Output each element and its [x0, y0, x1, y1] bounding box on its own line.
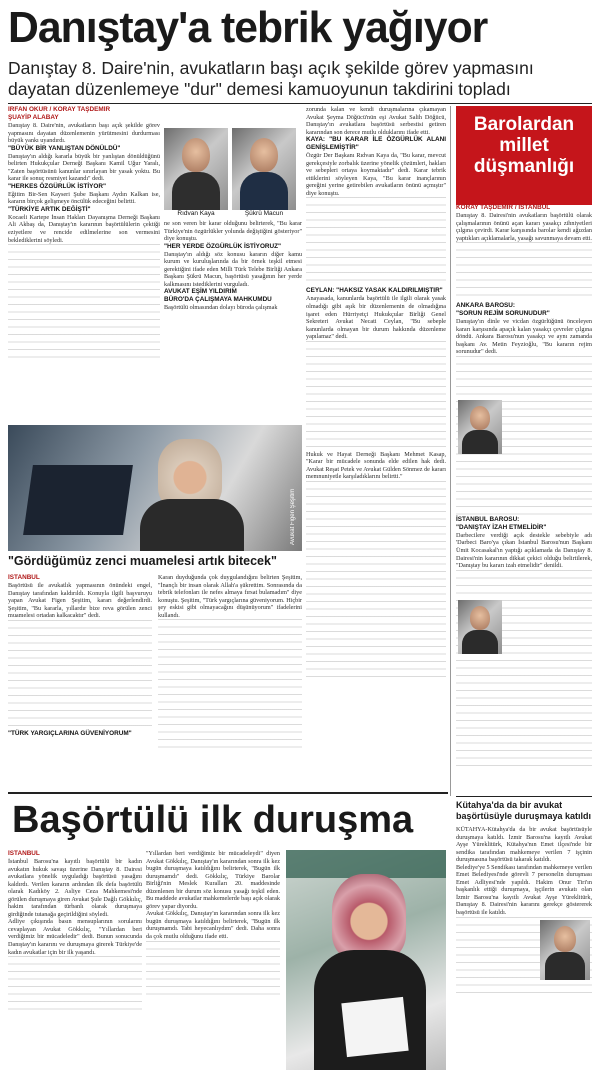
text-lines	[456, 242, 592, 302]
text-lines	[8, 956, 142, 1016]
byline: İRFAN OKUR / KORAY TAŞDEMİR	[8, 106, 111, 113]
shoulders	[462, 430, 498, 454]
face	[554, 926, 576, 952]
face	[250, 138, 278, 172]
paragraph: Anayasada, kanunlarda başörtülü ile ilgili olarak yasak olmadığı gibi aşık bir düzenlemenin de olmadığına işaret eden Hürriyetçi Hukukçular Birliği Genel Sekreteri Avukat Necati Ceylan, "Bu sebeple kanunlarda olmayan bir durum hakkında düzenleme yapılamaz" dedi.	[306, 295, 446, 341]
shoulders	[172, 172, 220, 210]
article-column	[146, 850, 280, 1072]
paragraph: Adliye çıkışında basın mensuplarının sorularını cevaplayan Avukat Gökkılıç, "Yıllardan beri verdiğimiz bir mücadeledir" dedi. Bunun sonucunda Danıştay'ın kararını ve duruşmaya girerek Türkiye'de kadın avukatlar için bir ilk yaşandı.	[8, 918, 142, 956]
paragraph: Darbecilere verdiği açık destekle sebebiyle adı 'Darbeci Baro'ya çıkan İstanbul Barosu'nun Başkanı Ümit Kocasakal'ın yaptığı açıklamada da Danıştay 8. Dairesi'nin kararının dikkat çekici olduğu belirtilerek, "Danıştay bu kararı izah etmelidir" denildi.	[456, 531, 592, 570]
paragraph: Avukat Gökkılıç, Danıştay'ın kararından sonra ilk kez bugün duruşmaya katıldığını belirterek, "Bugün ilk duruşmamdı. Tabi heyecanlıydım" dedi. Daha sonra da çok mutlu olduğunu ifade etti.	[146, 910, 280, 941]
shoulders	[545, 952, 585, 980]
promo-line: Barolardan	[473, 114, 575, 135]
article-column-1	[8, 106, 160, 448]
subheading: BÜRO'DA ÇALIŞMAYA MAHKUMDU	[164, 296, 272, 304]
byline: İSTANBUL	[8, 850, 40, 857]
lawyer-photo	[8, 425, 302, 551]
portrait-photo	[164, 128, 228, 210]
paragraph: Hukuk ve Hayat Derneği Başkanı Mehmet Kasap, "Karar bir mücadele sonunda elde edilen hak dedi. Avukat Reşat Petek ve Avukat Gülden Sönmez de kararı memnuniyetle karşıladıklarını belirtti."	[306, 450, 446, 481]
paragraph: Danıştay 8. Dairesi'nin avukatların başörtülü olarak çalışmalarının önünü açan kararı yasakçı zihniyetleri çılgına çevirdi. Karar karşısında barolar kendi ağızdan yaptıkları açıklamalarla, yasağı savunmaya devam etti.	[456, 212, 592, 242]
article-column-2	[164, 220, 302, 420]
paragraph: Başörtülü olmasından dolayı büroda çalışmak	[164, 304, 278, 312]
promo-line: düşmanlığı	[473, 156, 575, 177]
byline: ŞUAYİP ALABAY	[8, 114, 59, 121]
shoulders	[240, 172, 288, 210]
promo-box	[456, 106, 592, 205]
divider	[456, 796, 592, 797]
paragraph: zorunda kalan ve kendi duruşmalarına çıkamayan Avukat Şeyma Döğücü'nün eşi Avukat Salih Döğücü, Danıştay'ın avukatlara başörtüsü serbestisi getiren kararından son derece mutlu olduklarını ifade etti.	[306, 106, 446, 136]
article-column	[8, 850, 142, 1072]
photo-credit: Avukat Figen Şeşitim	[290, 488, 296, 545]
paragraph: Belediye'ye 5 Sendikası tarafından mahkemeye verilen Emet Belediyesi'nde görevli 7 personelin duruşması Emet Adliyesi'nde yapıldı. Hakim Onur Tiri'ın başkanlık ettiği duruşmaya, işçilerin avukatı olan İzmir Barosu'na kayıtlı Avukat Ayşe Yüreklitürk, Danıştay 8. Dairesi'nin kararını gerekçe göstererek başörtüsü ile katıldı.	[456, 863, 592, 917]
paragraph: Danıştay'ın dinle ve vicdan özgürlüğünü önceleyen kararı karşısında apaçık kalan yasakçı çevreler çılgına döndü. Ankara Barosu'nun yasakçı ve aynı zamanda başkanı Av. Metin Feyzioğlu, "Bu kararın rejim sorunudur" dedi.	[456, 318, 592, 356]
subheading: "HER YERDE ÖZGÜRLÜK İSTİYORUZ"	[164, 242, 282, 250]
face	[470, 406, 490, 430]
paragraph: Başörtüsü ile avukatlık yapmasının önündeki engel, Danıştay tarafından kaldırıldı. Konuyla ilgili başvuruyu yapan Avukat Figen Şeşitim, kararı değerlendirdi. Şeşitim, "Bu kararla, yıllardır bize reva görülen zenci muamelesi ortadan kalkacaktır" dedi.	[8, 582, 152, 620]
subheading: AVUKAT EŞİM YILDIRIM	[164, 288, 237, 296]
subheading: "BÜYÜK BİR YANLIŞTAN DÖNÜLDÜ"	[8, 144, 121, 152]
subheading: CEYLAN: "HAKSIZ YASAK KALDIRILMIŞTIR"	[306, 287, 443, 295]
article-column	[158, 574, 302, 780]
article-column-3	[306, 106, 446, 746]
paragraph: Özgür Der Başkanı Rıdvan Kaya da, "Bu karar, mevcut gerekçesiyle zorbalık üzerine yönelik çözümleri, hakları ve sebepleri ortaya koymaktadır" dedi. Karar tebrik ettiklerini söyleyen Kaya, "Bu karar inançlarının gereğini yerine getirebilen avukatların önünü açmıştır" diye konuştu.	[306, 152, 446, 197]
subheading: KAYA: "BU KARAR İLE ÖZGÜRLÜK ALANI GENİŞLEMİŞTİR"	[306, 136, 446, 152]
face	[470, 606, 490, 630]
shoulders	[462, 630, 498, 654]
paragraph: "Yıllardan beri verdiğimiz bir mücadeleydi" diyen Avukat Gökkılıç, Danıştay'ın kararından sonra ilk kez bugün duruşmaya katıldığını belirterek, "Bugün ilk duruşmamdı" dedi. Gökkılıç, Türkiye Barolar Birliği'nin Meslek Kuralları 20. maddesinde düzenlenen bir durum söz konusu yasağı teşkil eden. Bu maddede avukatlar mahkemelerde başı açık olarak görev yapar diyordu.	[146, 850, 280, 910]
subheading: İSTANBUL BAROSU:	[456, 515, 520, 523]
paragraph: KÜTAHYA-Kütahya'da da bir avukat başörtüsüyle duruşmaya katıldı. İzmir Barosu'na kayıtlı Avukat Ayşe Yüreklitürk, Kütahya'nın Emet ilçesi'nde bir sendika tarafından mahkemeye verilen 7 işçinin duruşmasına başörtüsü takarak katıldı.	[456, 826, 592, 864]
section-title: Başörtülü ilk duruşma	[12, 799, 414, 841]
text-lines	[146, 941, 280, 1001]
headline: Danıştay'a tebrik yağıyor	[8, 3, 488, 52]
paragraph: Danıştay 8. Daire'nin, avukatların başı açık şekilde görev yapmasını dayatan düzenlemenin yürütmesini durdurması büyük yankı uyandırdı.	[8, 122, 160, 145]
text-lines	[306, 481, 446, 681]
section-title: Kütahya'da da bir avukat başörtüsüyle duruşmaya katıldı	[456, 800, 592, 821]
paragraph: Kocaeli Kartepe İnsan Hakları Dayanışma Derneği Başkanı Ali Akbaş da, Danıştay'ın kararının başörtülülerin çektiği eziyetlere ve rencide edilmelerine son vermesini beklediklerini söyledi.	[8, 213, 160, 244]
article-column-right	[456, 204, 592, 794]
paragraph: Danıştay'ın aldığı kararla büyük bir yanlıştan dönüldüğünü belirten Hukukçular Derneği Başkanı Kamil Uğur Yaralı, "Zaten başörtüsünü kanunlar sınırlayan bir yasak yoktu. Bu karar ile sonuç resmiyet kazandı" dedi.	[8, 152, 160, 183]
article-column	[8, 574, 152, 780]
paragraph: Karan duyduğunda çok duygulandığını belirten Şeşitim, "İnançlı bir insan olarak Allah'a şükrettim. Sonrasında da tebrik telefonları ile nefes almaya fırsat bulamadım" diye konuştu. Şeşitim, "Türk yargıçlarına güveniyorum. Hiçbir şey eskisi gibi olmayacağını düşünüyorum" ifadelerini kullandı.	[158, 574, 302, 619]
laptop	[23, 465, 133, 535]
papers	[341, 997, 408, 1057]
subheading: "TÜRK YARGIÇLARINA GÜVENİYORUM"	[8, 729, 132, 737]
paragraph: Danıştay'ın aldığı söz konusu kararın diğer kamu kurum ve kuruluşlarında da bir örnek teşkil etmesi gerektiğini ifade eden Milli Türk Telebe Birliği Ankara Başkanı Şükrü Macun, başörtüsü yasağının her yerde kalkmasını istediklerini vurguladı.	[164, 250, 302, 288]
promo-line: millet	[499, 135, 549, 156]
lawyer-photo	[286, 850, 446, 1070]
photo-caption: Rıdvan Kaya	[177, 210, 215, 217]
subheading: "DANIŞTAY İZAH ETMELİDİR"	[456, 523, 547, 531]
deck: Danıştay 8. Daire'nin, avukatların başı açık şekilde görev yapmasını dayatan düzenlemeye "dur" demesi kamuoyunun takdirini topladı	[8, 58, 534, 99]
portrait-photo	[458, 600, 502, 654]
subheading: "HERKES ÖZGÜRLÜK İSTİYOR"	[8, 182, 107, 190]
text-lines	[306, 341, 446, 451]
portrait-photo	[458, 400, 502, 454]
section-title: "Gördüğümüz zenci muamelesi artık bitecek"	[8, 554, 277, 568]
divider	[8, 792, 448, 794]
portrait-photo	[540, 920, 590, 980]
headscarf	[332, 874, 406, 960]
text-lines	[8, 620, 152, 730]
photo-caption: Şükrü Macun	[244, 210, 284, 217]
divider	[8, 103, 592, 104]
paragraph: ne son veren bir karar olduğunu belirterek, "Bu karar Türkiye'nin özgürlükler yolunda değiştiğini gösteriyor" diye konuştu.	[164, 220, 302, 243]
column-separator	[450, 106, 451, 796]
text-lines	[306, 197, 446, 287]
text-lines	[158, 619, 302, 749]
byline: İSTANBUL	[8, 574, 40, 581]
subheading: ANKARA BAROSU:	[456, 302, 516, 310]
paragraph: Eğitim Bir-Sen Kayseri Şube Başkanı Aydın Kalkan ise, kararın birçok gelişmeye öncülük edeceğini belirtti.	[8, 190, 160, 206]
subheading: "TÜRKİYE ARTIK DEĞİŞTİ"	[8, 205, 91, 213]
portrait-photo	[232, 128, 296, 210]
paragraph: İstanbul Barosu'na kayıtlı başörtülü bir kadın avukatın hukuk savaşı üzerine Danıştay 8. Dairesi avukatlara yönelik uyguladığı başörtüsü yasağını kaldırdı. Verilen kararın ardından ilk defa başörtülü olarak Kadıköy 2. Asliye Ceza Mahkemesi'nde görülen duruşmaya giren Avukat Şule Dağlı Gökkılıç, hakim tarafından türbanlı olarak duruşmaya girdiğinde tutanağa geçirildiğini söyledi.	[8, 858, 142, 918]
byline: KORAY TAŞDEMİR / İSTANBUL	[456, 204, 551, 211]
text-lines	[8, 244, 160, 364]
face	[182, 138, 210, 172]
subheading: "SORUN REJİM SORUNUDUR"	[456, 310, 550, 318]
shoulders	[140, 499, 244, 551]
